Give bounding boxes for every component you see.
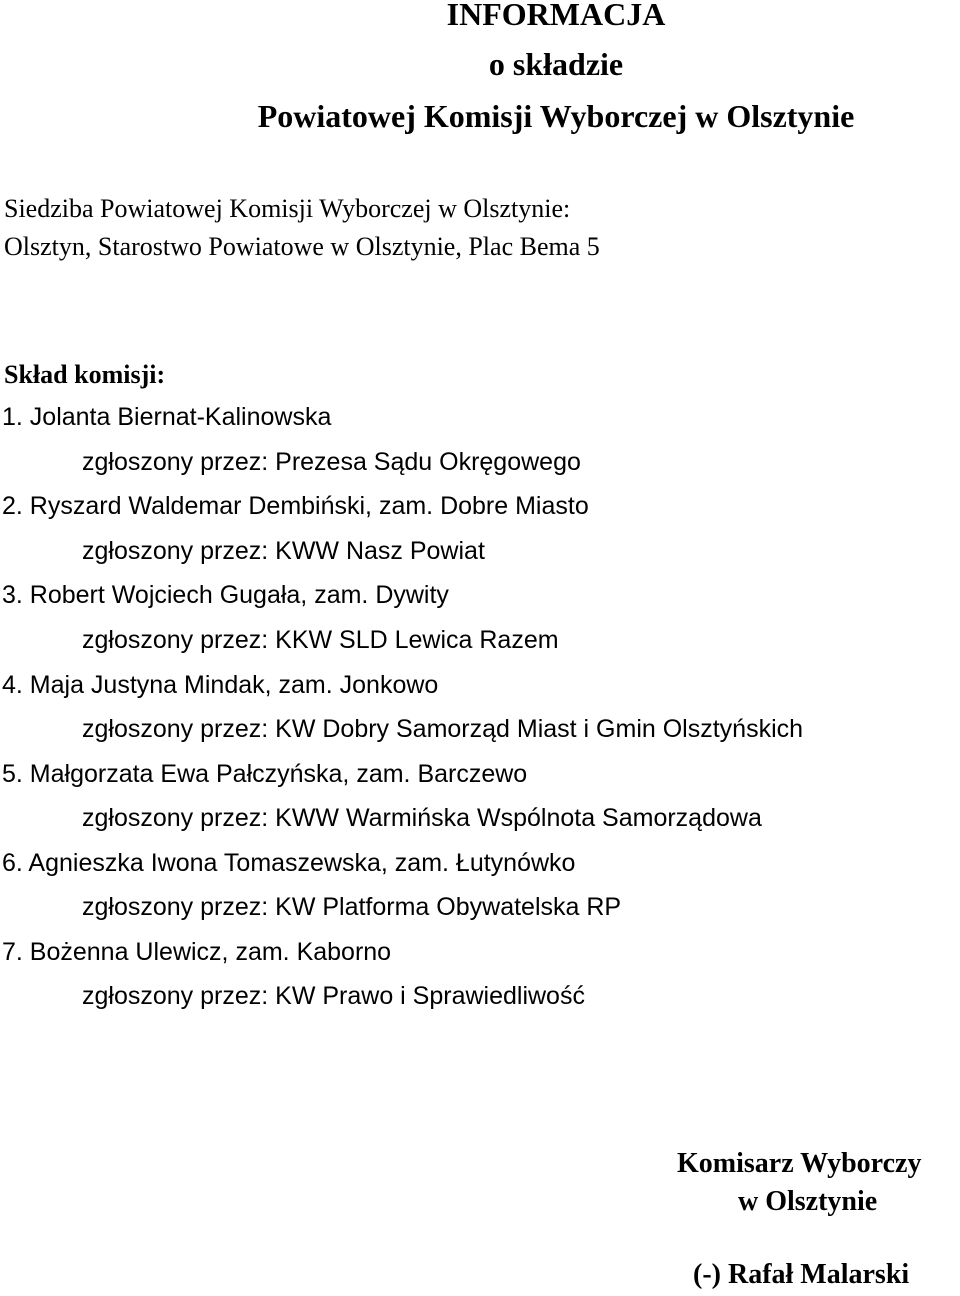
member-nominator: zgłoszony przez: KKW SLD Lewica Razem: [82, 626, 559, 654]
member-name: 5. Małgorzata Ewa Pałczyńska, zam. Barczewo: [2, 760, 528, 788]
document-title: INFORMACJA: [446, 0, 666, 32]
members-heading: Skład komisji:: [4, 360, 166, 389]
commission-name: Powiatowej Komisji Wyborczej w Olsztynie: [257, 98, 855, 134]
member-name: 3. Robert Wojciech Gugała, zam. Dywity: [2, 581, 449, 609]
seat-label: Siedziba Powiatowej Komisji Wyborczej w Olsztynie:: [4, 194, 571, 223]
member-name: 7. Bożenna Ulewicz, zam. Kaborno: [2, 938, 392, 966]
member-name: 1. Jolanta Biernat-Kalinowska: [2, 403, 332, 431]
member-nominator: zgłoszony przez: KW Prawo i Sprawiedliwość: [82, 982, 585, 1010]
signature-title: Komisarz Wyborczy: [677, 1148, 922, 1179]
member-nominator: zgłoszony przez: Prezesa Sądu Okręgowego: [82, 448, 581, 476]
seat-address: Olsztyn, Starostwo Powiatowe w Olsztynie, Plac Bema 5: [4, 232, 600, 261]
member-name: 6. Agnieszka Iwona Tomaszewska, zam. Łutynówko: [2, 849, 576, 877]
member-nominator: zgłoszony przez: KW Dobry Samorząd Miast i Gmin Olsztyńskich: [82, 715, 804, 743]
signature-city: w Olsztynie: [738, 1186, 878, 1217]
member-nominator: zgłoszony przez: KWW Warmińska Wspólnota Samorządowa: [82, 804, 762, 832]
signature-name: (-) Rafał Malarski: [693, 1259, 910, 1290]
member-name: 2. Ryszard Waldemar Dembiński, zam. Dobre Miasto: [2, 492, 589, 520]
document-subtitle: o składzie: [488, 46, 624, 82]
member-nominator: zgłoszony przez: KWW Nasz Powiat: [82, 537, 485, 565]
member-name: 4. Maja Justyna Mindak, zam. Jonkowo: [2, 671, 439, 699]
member-nominator: zgłoszony przez: KW Platforma Obywatelska RP: [82, 893, 622, 921]
